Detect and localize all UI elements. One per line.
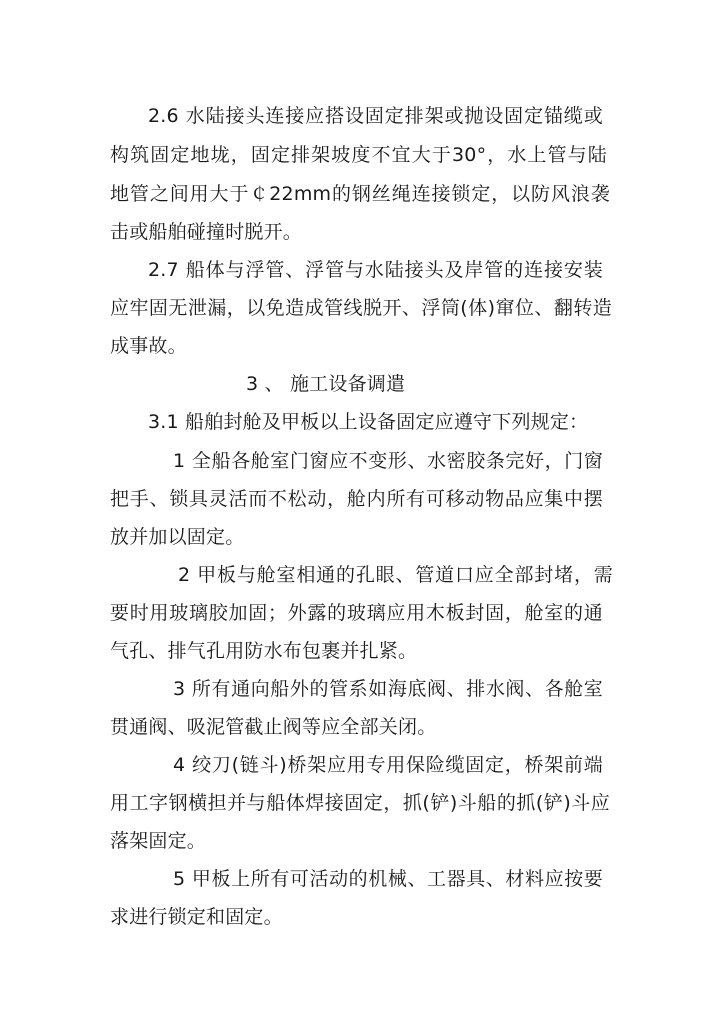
text-line: 地管之间用大于￠22mm的钢丝绳连接锁定，以防风浪袭 (110, 183, 610, 205)
text-line: 放并加以固定。 (110, 526, 245, 548)
text-line: 成事故。 (110, 335, 187, 357)
text-line: 气孔、排气孔用防水布包裹并扎紧。 (110, 640, 418, 662)
text-line: 要时用玻璃胶加固；外露的玻璃应用木板封固，舱室的通 (110, 602, 603, 624)
text-line: 4 绞刀(链斗)桥架应用专用保险缆固定，桥架前端 (173, 754, 603, 776)
text-line: 应牢固无泄漏，以免造成管线脱开、浮筒(体)窜位、翻转造 (110, 297, 612, 319)
text-line: 构筑固定地垅，固定排架坡度不宜大于30°，水上管与陆 (110, 144, 607, 166)
text-line: 5 甲板上所有可活动的机械、工器具、材料应按要 (173, 868, 603, 890)
text-line: 击或船舶碰撞时脱开。 (110, 221, 303, 243)
text-line: 2.7 船体与浮管、浮管与水陆接头及岸管的连接安装 (148, 259, 603, 281)
text-line: 贯通阀、吸泥管截止阀等应全部关闭。 (110, 716, 437, 738)
text-line: 2.6 水陆接头连接应搭设固定排架或抛设固定锚缆或 (148, 105, 603, 127)
text-line: 1 全船各舱室门窗应不变形、水密胶条完好，门窗 (173, 450, 603, 472)
text-line: 求进行锁定和固定。 (110, 906, 283, 928)
text-line: 用工字钢横担并与船体焊接固定，抓(铲)斗船的抓(铲)斗应 (110, 792, 610, 814)
section-heading: 3 、 施工设备调遣 (246, 373, 406, 395)
text-line: 把手、锁具灵活而不松动，舱内所有可移动物品应集中摆 (110, 488, 603, 510)
text-line: 2 甲板与舱室相通的孔眼、管道口应全部封堵，需 (178, 564, 613, 586)
text-line: 3.1 船舶封舱及甲板以上设备固定应遵守下列规定： (148, 411, 589, 433)
text-line: 3 所有通向船外的管系如海底阀、排水阀、各舱室 (173, 678, 603, 700)
text-line: 落架固定。 (110, 830, 207, 852)
